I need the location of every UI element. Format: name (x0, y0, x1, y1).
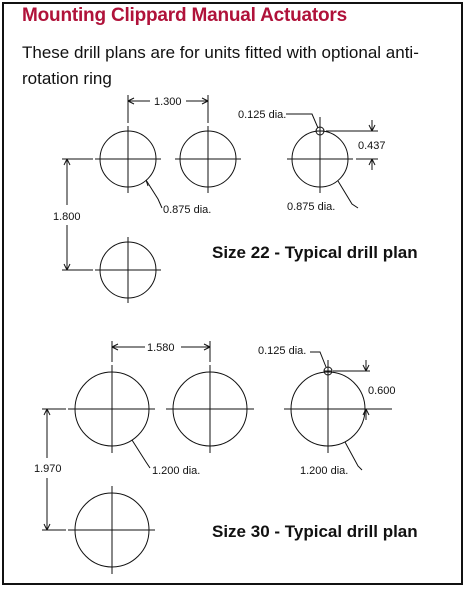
size22-hole-top-right (175, 126, 241, 193)
size30-plan-label: Size 30 - Typical drill plan (212, 522, 418, 541)
size22-pin-dia-label: 0.125 dia. (238, 109, 287, 121)
size22-plan-label: Size 22 - Typical drill plan (212, 243, 418, 262)
size30-hole-with-pin (284, 360, 372, 453)
size30-leader-hole-dia (132, 440, 150, 468)
size22-hole-dia-label: 0.875 dia. (163, 204, 212, 216)
size22-hole-with-pin (287, 117, 353, 193)
size22-leader-hole-dia-right (338, 181, 358, 208)
size30-hole-dia-label: 1.200 dia. (152, 465, 201, 477)
size30-spacing-h-label: 1.580 (147, 342, 175, 354)
size22-leader-hole-dia (146, 180, 162, 208)
size30-pin-dia-label: 0.125 dia. (258, 345, 307, 357)
size30-hole-top-right (166, 365, 254, 453)
size30-hole-bottom (68, 486, 155, 574)
size30-hole-dia-right-label: 1.200 dia. (300, 465, 349, 477)
size30-pin-offset-label: 0.600 (368, 385, 396, 397)
size30-leader-pin-dia (310, 352, 326, 367)
size22-hole-top-left (95, 126, 161, 193)
size22-spacing-h-label: 1.300 (154, 96, 182, 108)
figure-subtitle: These drill plans are for units fitted with optional anti-rotation ring (22, 43, 419, 88)
size30-hole-top-left (68, 365, 155, 453)
size22-spacing-v-label: 1.800 (53, 211, 81, 223)
size22-hole-bottom (95, 237, 161, 303)
figure-title: Mounting Clippard Manual Actuators (22, 5, 347, 26)
size22-leader-pin-dia (286, 114, 318, 128)
size22-hole-dia-right-label: 0.875 dia. (287, 201, 336, 213)
size30-spacing-v-label: 1.970 (34, 463, 62, 475)
size22-pin-offset-label: 0.437 (358, 140, 386, 152)
